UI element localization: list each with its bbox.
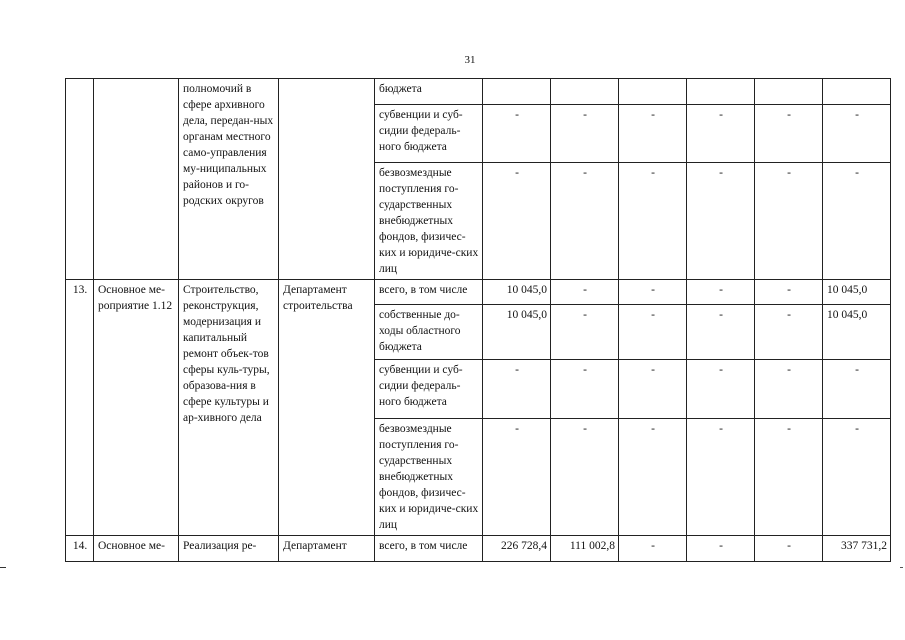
activity-description: Реализация ре- bbox=[179, 536, 279, 562]
value-cell: 10 045,0 bbox=[823, 305, 891, 360]
value-cell bbox=[687, 79, 755, 105]
value-cell: - bbox=[619, 163, 687, 280]
table-row bbox=[66, 280, 891, 305]
value-cell bbox=[755, 79, 823, 105]
value-cell: 337 731,2 bbox=[823, 536, 891, 562]
page-number: 31 bbox=[464, 54, 476, 66]
value-cell: - bbox=[755, 536, 823, 562]
value-cell: - bbox=[823, 163, 891, 280]
value-cell: - bbox=[755, 305, 823, 360]
funding-source: субвенции и суб-сидии федераль-ного бюджета bbox=[375, 360, 483, 419]
funding-source: безвозмездные поступления го-сударственных внебюджетных фондов, физичес-ких и юридиче-ских лиц bbox=[375, 163, 483, 280]
value-cell: - bbox=[483, 163, 551, 280]
scan-edge-mark bbox=[900, 567, 903, 568]
value-cell: 10 045,0 bbox=[483, 305, 551, 360]
value-cell: - bbox=[687, 163, 755, 280]
executor: Департамент bbox=[279, 536, 375, 562]
value-cell: - bbox=[619, 280, 687, 305]
value-cell: - bbox=[619, 105, 687, 163]
funding-source: собственные до-ходы областного бюджета bbox=[375, 305, 483, 360]
value-cell: - bbox=[483, 419, 551, 536]
value-cell: - bbox=[823, 105, 891, 163]
value-cell: - bbox=[755, 163, 823, 280]
value-cell: 111 002,8 bbox=[551, 536, 619, 562]
value-cell: - bbox=[619, 536, 687, 562]
activity-name: Основное ме- bbox=[94, 536, 179, 562]
value-cell: - bbox=[551, 105, 619, 163]
value-cell: - bbox=[687, 360, 755, 419]
value-cell: - bbox=[823, 360, 891, 419]
value-cell bbox=[483, 79, 551, 105]
funding-source: субвенции и суб-сидии федераль-ного бюджета bbox=[375, 105, 483, 163]
funding-source: безвозмездные поступления го-сударственных внебюджетных фондов, физичес-ких и юридиче-ских лиц bbox=[375, 419, 483, 536]
value-cell bbox=[619, 79, 687, 105]
executor: Департамент строительства bbox=[279, 280, 375, 536]
value-cell: - bbox=[551, 360, 619, 419]
value-cell: - bbox=[755, 360, 823, 419]
budget-table bbox=[65, 78, 891, 562]
activity-description: полномочий в сфере архивного дела, передан-ных органам местного само-управления му-ниципальных районов и го-родских округов bbox=[179, 79, 279, 280]
value-cell: - bbox=[619, 419, 687, 536]
funding-source: всего, в том числе bbox=[375, 536, 483, 562]
value-cell: - bbox=[687, 105, 755, 163]
row-number: 13. bbox=[66, 280, 94, 536]
table-row bbox=[66, 79, 891, 105]
value-cell: - bbox=[755, 280, 823, 305]
value-cell: - bbox=[687, 536, 755, 562]
value-cell bbox=[823, 79, 891, 105]
value-cell: - bbox=[551, 163, 619, 280]
value-cell: - bbox=[687, 305, 755, 360]
value-cell: - bbox=[619, 360, 687, 419]
value-cell: - bbox=[687, 280, 755, 305]
value-cell: - bbox=[823, 419, 891, 536]
activity-name bbox=[94, 79, 179, 280]
value-cell: 10 045,0 bbox=[483, 280, 551, 305]
funding-source: всего, в том числе bbox=[375, 280, 483, 305]
activity-description: Строительство, реконструкция, модернизация и капитальный ремонт объек-тов сферы куль-туры, образова-ния в сфере культуры и ар-хивного дела bbox=[179, 280, 279, 536]
value-cell bbox=[551, 79, 619, 105]
executor bbox=[279, 79, 375, 280]
value-cell: - bbox=[619, 305, 687, 360]
row-number bbox=[66, 79, 94, 280]
value-cell: - bbox=[755, 105, 823, 163]
scan-edge-mark bbox=[0, 567, 6, 568]
value-cell: - bbox=[551, 280, 619, 305]
value-cell: - bbox=[551, 419, 619, 536]
value-cell: - bbox=[483, 360, 551, 419]
value-cell: - bbox=[551, 305, 619, 360]
row-number: 14. bbox=[66, 536, 94, 562]
value-cell: 226 728,4 bbox=[483, 536, 551, 562]
table-row bbox=[66, 536, 891, 562]
funding-source: бюджета bbox=[375, 79, 483, 105]
value-cell: 10 045,0 bbox=[823, 280, 891, 305]
activity-name: Основное ме-роприятие 1.12 bbox=[94, 280, 179, 536]
value-cell: - bbox=[687, 419, 755, 536]
value-cell: - bbox=[755, 419, 823, 536]
value-cell: - bbox=[483, 105, 551, 163]
